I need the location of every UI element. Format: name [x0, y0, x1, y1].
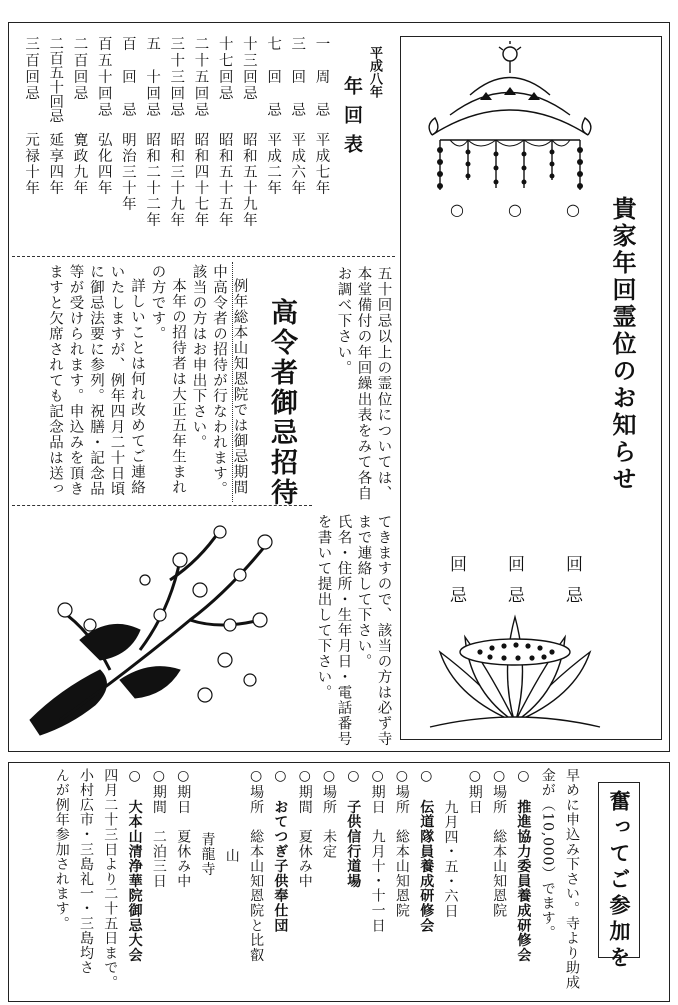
nenki-row-year: 昭和五十五年	[216, 132, 233, 228]
nenki-row-year: 平成六年	[289, 132, 306, 196]
nenki-row-kaiki: 五 十回忌	[144, 36, 161, 119]
elderly-body-line: ますと欠席されても記念品は送っ	[47, 264, 63, 497]
elderly-body-line: いたしますが、例年四月二十日頃	[108, 264, 125, 497]
participate-line: んが例年参加されます。	[53, 768, 70, 931]
altar-circle-3: ○	[566, 200, 580, 219]
kaiki-marker-bottom: 忌	[562, 586, 582, 617]
plum-blossom-illustration	[20, 520, 290, 745]
nenki-row-kaiki: 三 回 忌	[289, 36, 306, 119]
nenki-row-year: 弘化四年	[95, 132, 112, 196]
nenki-row-kaiki: 七 回 忌	[265, 36, 282, 119]
elderly-body-line: 例年総本山知恩院では御忌期間	[231, 278, 248, 495]
participate-line: ○期間 夏休み中	[296, 768, 313, 889]
participate-line: ○ 子供信行道場	[345, 768, 362, 889]
participate-line: ○ おてつぎ子供奉仕団	[272, 768, 289, 933]
participate-line: ○場所 総本山知恩院	[393, 768, 410, 918]
participate-line: 早めに申込み下さい。寺より助成	[564, 768, 580, 990]
elderly-body-line: を書いて提出して下さい。	[315, 514, 332, 700]
participate-line: ○場所 未定	[321, 768, 337, 859]
nenki-row-year: 平成七年	[313, 132, 330, 196]
participate-line: ○ 伝道隊員養成研修会	[418, 768, 435, 933]
altar-circle-1: ○	[450, 200, 464, 219]
elderly-body-line: に御忌法要に参列。祝膳・記念品	[88, 264, 104, 497]
nenki-row-year: 昭和二十二年	[144, 132, 161, 228]
nenki-row-kaiki: 一 周 忌	[313, 36, 330, 119]
divider-table-bottom	[12, 256, 395, 257]
elderly-body-line: 氏名・住所・生年月日・電話番号	[335, 514, 352, 747]
nenki-table-heading-small: 平成八年	[367, 46, 382, 98]
elderly-body-line: 該当の方はお申出下さい。	[190, 264, 207, 450]
elderly-body-line: まで連絡して下さい。	[355, 514, 372, 669]
participate-line: 小村広市・三島礼一・三島均さ	[78, 768, 94, 976]
fifty-note-line: 五十回忌以上の霊位については、	[375, 266, 392, 502]
kaiki-marker-3	[563, 555, 580, 617]
nenki-row-year: 昭和三十九年	[168, 132, 185, 228]
elderly-title: 高令者御忌招待	[266, 298, 297, 508]
nenki-row-year: 昭和五十九年	[240, 132, 257, 228]
kaiki-marker-1	[447, 555, 464, 617]
nenki-row-year: 寛政九年	[71, 132, 88, 196]
nenki-row-year: 昭和四十七年	[192, 132, 209, 228]
participate-line: ○ 推進協力委員養成研修会	[515, 768, 532, 963]
lotus-illustration	[420, 612, 610, 732]
kaiki-marker-top: 回	[446, 555, 466, 586]
participate-line: ○ 大本山清浄華院御忌大会	[126, 768, 143, 963]
fifty-note-line: 本堂備付の年回繰出表をみて各自	[355, 266, 372, 502]
kaiki-marker-2	[505, 555, 522, 617]
participate-title: 奮ってご参加を	[607, 790, 631, 972]
kaiki-marker-bottom: 忌	[504, 586, 524, 617]
altar-circle-2: ○	[508, 200, 522, 219]
elderly-body-line: 中高令者の招待が行なわれます。	[211, 264, 227, 497]
elderly-body-line: 等が受けられます。申込みを頂き	[67, 264, 84, 497]
elderly-body-line: の方です。	[149, 264, 166, 342]
elderly-body-line: 詳しいことは何れ改めてご連絡	[129, 278, 145, 495]
participate-line: ○期日 九月十・十一日	[369, 768, 386, 933]
nenki-row-kaiki: 三十三回忌	[168, 36, 185, 119]
participate-line: 金が（10,000）でます。	[539, 768, 556, 941]
elderly-body-line: 本年の招待者は大正五年生まれ	[170, 278, 186, 495]
nenki-row-kaiki: 十七回忌	[216, 36, 233, 102]
nenki-row-kaiki: 百五十回忌	[95, 36, 112, 119]
main-title: 貴家年回霊位のお知らせ	[608, 196, 637, 493]
participate-line: 四月二十三日より二十五日まで。	[102, 768, 119, 990]
kaiki-marker-bottom: 忌	[446, 586, 466, 617]
nenki-row-year: 平成二年	[265, 132, 282, 196]
participate-line: ○期日	[466, 768, 483, 815]
fifty-note-line: お調べ下さい。	[335, 266, 352, 376]
altar-canopy-illustration	[410, 40, 610, 205]
participate-line: 山	[223, 848, 240, 863]
participate-line: ○期日 夏休み中	[175, 768, 192, 889]
participate-line: 青龍寺	[199, 832, 216, 877]
nenki-row-year: 元禄十年	[23, 132, 40, 196]
nenki-row-kaiki: 百 回 忌	[119, 36, 136, 119]
nenki-row-kaiki: 三百回忌	[23, 36, 40, 102]
participate-line: ○期間 二泊三日	[150, 768, 167, 889]
participate-line: 九月四・五・六日	[442, 800, 459, 919]
nenki-table-heading: 年回表	[341, 76, 363, 163]
kaiki-marker-top: 回	[504, 555, 524, 586]
nenki-row-kaiki: 十三回忌	[240, 36, 257, 102]
nenki-row-kaiki: 二十五回忌	[192, 36, 209, 119]
kaiki-marker-top: 回	[562, 555, 582, 586]
nenki-row-kaiki: 二百五十回忌	[47, 36, 64, 123]
nenki-row-year: 明治三十年	[119, 132, 136, 212]
nenki-row-kaiki: 二百回忌	[71, 36, 88, 102]
participate-line: ○場所 総本山知恩院と比叡	[248, 768, 265, 963]
participate-line: ○場所 総本山知恩院	[491, 768, 508, 918]
elderly-body-line: てきますので、該当の方は必ず寺	[375, 514, 392, 747]
nenki-row-year: 延享四年	[47, 132, 64, 196]
